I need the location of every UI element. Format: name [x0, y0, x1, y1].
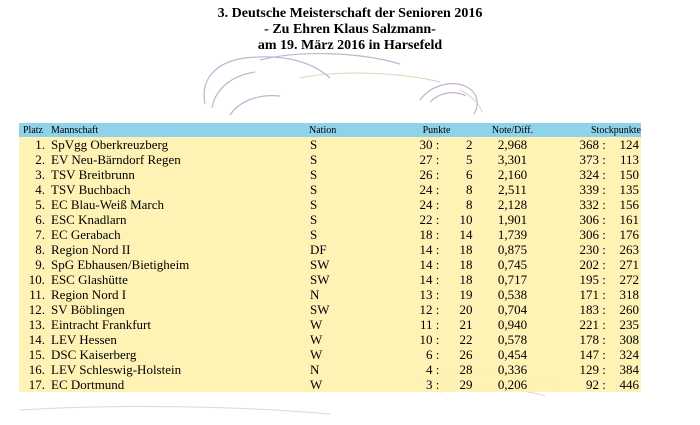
cell-note: 3,301: [497, 152, 528, 167]
separator: :: [435, 212, 440, 227]
cell-nation: S: [310, 212, 318, 227]
cell-mannschaft: SpG Ebhausen/Bietigheim: [51, 257, 190, 272]
punkte-minus: 28: [459, 362, 473, 377]
cell-punkte: [394, 212, 479, 227]
cell-platz: 3.: [35, 167, 45, 182]
cell-punkte: [394, 332, 479, 347]
stockpunkte-minus: 124: [619, 137, 639, 152]
cell-punkte: [394, 287, 479, 302]
separator: :: [602, 272, 606, 287]
cell-punkte: [394, 242, 479, 257]
separator: :: [602, 347, 606, 362]
separator: :: [602, 182, 606, 197]
cell-mannschaft: ESC Knadlarn: [51, 212, 127, 227]
cell-nation: S: [310, 197, 318, 212]
cell-stockpunkte: [546, 302, 641, 317]
cell-note: 2,160: [497, 167, 528, 182]
stockpunkte-minus: 324: [619, 347, 639, 362]
table-row: [19, 287, 641, 302]
cell-platz: 8.: [35, 242, 45, 257]
table-row: [19, 332, 641, 347]
stockpunkte-minus: 235: [619, 317, 639, 332]
cell-stockpunkte: [546, 332, 641, 347]
title-line-3: am 19. März 2016 in Harsefeld: [257, 38, 443, 53]
cell-note: 0,940: [497, 317, 528, 332]
cell-nation: SW: [310, 257, 330, 272]
cell-stockpunkte: [546, 242, 641, 257]
cell-nation: W: [310, 347, 323, 362]
cell-note: 0,538: [497, 287, 528, 302]
cell-mannschaft: TSV Breitbrunn: [51, 167, 135, 182]
table-row: [19, 347, 641, 362]
cell-platz: 17.: [28, 377, 45, 392]
cell-stockpunkte: [546, 257, 641, 272]
col-header-note: Note/Diff.: [479, 123, 546, 137]
cell-note: 0,454: [497, 347, 528, 362]
cell-stockpunkte: [546, 272, 641, 287]
cell-stockpunkte: [546, 227, 641, 242]
stockpunkte-plus: 306: [579, 227, 599, 242]
cell-stockpunkte: [546, 317, 641, 332]
table-header-row: [19, 123, 641, 137]
stockpunkte-minus: 308: [619, 332, 639, 347]
cell-nation: S: [310, 227, 318, 242]
separator: :: [602, 227, 606, 242]
punkte-minus: 26: [459, 347, 473, 362]
stockpunkte-plus: 221: [579, 317, 599, 332]
cell-mannschaft: SpVgg Oberkreuzberg: [51, 137, 169, 152]
cell-nation: N: [310, 287, 320, 302]
table-row: [19, 212, 641, 227]
separator: :: [602, 332, 606, 347]
col-header-punkte: Punkte: [394, 123, 479, 137]
stockpunkte-minus: 446: [619, 377, 639, 392]
punkte-minus: 5: [466, 152, 473, 167]
punkte-minus: 10: [459, 212, 473, 227]
table-row: [19, 227, 641, 242]
punkte-plus: 13: [419, 287, 433, 302]
stockpunkte-minus: 384: [619, 362, 639, 377]
punkte-plus: 11: [419, 317, 433, 332]
cell-platz: 1.: [35, 137, 45, 152]
cell-stockpunkte: [546, 287, 641, 302]
cell-mannschaft: Region Nord II: [51, 242, 131, 257]
separator: :: [602, 362, 606, 377]
punkte-minus: 6: [466, 167, 473, 182]
punkte-minus: 18: [459, 242, 473, 257]
stockpunkte-plus: 92: [586, 377, 599, 392]
cell-nation: S: [310, 152, 318, 167]
cell-nation: S: [310, 137, 318, 152]
cell-nation: S: [310, 182, 318, 197]
cell-stockpunkte: [546, 167, 641, 182]
stockpunkte-minus: 272: [619, 272, 639, 287]
cell-punkte: [394, 182, 479, 197]
col-header-platz: Platz: [19, 123, 51, 137]
separator: :: [435, 182, 440, 197]
punkte-plus: 12: [419, 302, 433, 317]
stockpunkte-plus: 178: [579, 332, 599, 347]
stockpunkte-minus: 318: [619, 287, 639, 302]
stockpunkte-minus: 161: [619, 212, 639, 227]
separator: :: [435, 377, 440, 392]
cell-platz: 2.: [35, 152, 45, 167]
separator: :: [435, 317, 440, 332]
cell-platz: 12.: [28, 302, 45, 317]
separator: :: [602, 242, 606, 257]
punkte-minus: 8: [466, 182, 473, 197]
cell-mannschaft: Eintracht Frankfurt: [51, 317, 151, 332]
stockpunkte-minus: 260: [619, 302, 639, 317]
separator: :: [435, 272, 440, 287]
cell-platz: 10.: [28, 272, 45, 287]
cell-note: 0,578: [497, 332, 528, 347]
cell-platz: 7.: [35, 227, 45, 242]
stockpunkte-plus: 129: [579, 362, 599, 377]
cell-mannschaft: ESC Glashütte: [51, 272, 128, 287]
punkte-plus: 24: [419, 182, 433, 197]
cell-punkte: [394, 317, 479, 332]
cell-punkte: [394, 227, 479, 242]
separator: :: [602, 197, 606, 212]
cell-mannschaft: LEV Hessen: [51, 332, 117, 347]
cell-nation: DF: [310, 242, 327, 257]
cell-punkte: [394, 362, 479, 377]
cell-punkte: [394, 137, 479, 152]
cell-punkte: [394, 152, 479, 167]
cell-mannschaft: EC Blau-Weiß March: [51, 197, 165, 212]
separator: :: [602, 137, 606, 152]
punkte-plus: 30: [419, 137, 433, 152]
stockpunkte-plus: 147: [579, 347, 599, 362]
stockpunkte-plus: 230: [579, 242, 599, 257]
punkte-plus: 6: [426, 347, 433, 362]
table-row: [19, 362, 641, 377]
cell-platz: 13.: [28, 317, 45, 332]
separator: :: [435, 287, 440, 302]
punkte-plus: 10: [419, 332, 433, 347]
cell-mannschaft: EV Neu-Bärndorf Regen: [51, 152, 181, 167]
cell-nation: SW: [310, 272, 330, 287]
cell-stockpunkte: [546, 377, 641, 392]
cell-platz: 11.: [29, 287, 45, 302]
standings-table: [19, 123, 641, 392]
cell-platz: 4.: [35, 182, 45, 197]
stockpunkte-minus: 271: [619, 257, 639, 272]
stockpunkte-minus: 113: [619, 152, 639, 167]
separator: :: [602, 317, 606, 332]
cell-nation: SW: [310, 302, 330, 317]
cell-stockpunkte: [546, 182, 641, 197]
separator: :: [435, 347, 440, 362]
separator: :: [435, 362, 440, 377]
separator: :: [435, 332, 440, 347]
stockpunkte-minus: 135: [619, 182, 639, 197]
separator: :: [435, 242, 440, 257]
separator: :: [602, 167, 606, 182]
stockpunkte-minus: 263: [619, 242, 639, 257]
cell-note: 0,717: [497, 272, 528, 287]
punkte-minus: 19: [459, 287, 473, 302]
separator: :: [435, 227, 440, 242]
cell-stockpunkte: [546, 347, 641, 362]
separator: :: [435, 197, 440, 212]
table-row: [19, 197, 641, 212]
cell-punkte: [394, 377, 479, 392]
punkte-plus: 14: [419, 272, 433, 287]
cell-nation: N: [310, 362, 320, 377]
separator: :: [435, 257, 440, 272]
stockpunkte-plus: 202: [579, 257, 599, 272]
separator: :: [602, 152, 606, 167]
cell-nation: W: [310, 332, 323, 347]
cell-note: 2,128: [497, 197, 528, 212]
separator: :: [602, 302, 606, 317]
cell-note: 0,704: [497, 302, 528, 317]
cell-platz: 9.: [35, 257, 45, 272]
stockpunkte-plus: 195: [579, 272, 599, 287]
punkte-plus: 14: [419, 257, 433, 272]
cell-mannschaft: DSC Kaiserberg: [51, 347, 137, 362]
punkte-minus: 21: [459, 317, 473, 332]
cell-stockpunkte: [546, 362, 641, 377]
cell-note: 1,901: [497, 212, 528, 227]
table-row: [19, 272, 641, 287]
table-row: [19, 242, 641, 257]
stockpunkte-minus: 150: [619, 167, 639, 182]
title-line-1: 3. Deutsche Meisterschaft der Senioren 2016: [217, 6, 483, 21]
table-row: [19, 182, 641, 197]
stockpunkte-plus: 306: [579, 212, 599, 227]
punkte-minus: 2: [466, 137, 473, 152]
cell-punkte: [394, 197, 479, 212]
cell-mannschaft: LEV Schleswig-Holstein: [51, 362, 182, 377]
col-header-mannschaft: Mannschaft: [51, 123, 309, 137]
cell-note: 0,745: [497, 257, 528, 272]
separator: :: [602, 377, 606, 392]
separator: :: [602, 287, 606, 302]
stockpunkte-plus: 183: [579, 302, 599, 317]
separator: :: [435, 302, 440, 317]
table-row: [19, 152, 641, 167]
stockpunkte-plus: 339: [579, 182, 599, 197]
cell-punkte: [394, 167, 479, 182]
cell-note: 2,511: [498, 182, 527, 197]
stockpunkte-plus: 368: [579, 137, 599, 152]
separator: :: [435, 137, 440, 152]
stockpunkte-minus: 156: [619, 197, 639, 212]
page-header: [0, 6, 700, 54]
cell-punkte: [394, 347, 479, 362]
punkte-plus: 18: [419, 227, 433, 242]
punkte-plus: 27: [419, 152, 433, 167]
cell-mannschaft: TSV Buchbach: [51, 182, 131, 197]
cell-stockpunkte: [546, 197, 641, 212]
punkte-minus: 14: [459, 227, 473, 242]
table-row: [19, 167, 641, 182]
separator: :: [435, 167, 440, 182]
separator: :: [602, 212, 606, 227]
cell-platz: 5.: [35, 197, 45, 212]
cell-stockpunkte: [546, 152, 641, 167]
punkte-plus: 26: [419, 167, 433, 182]
cell-punkte: [394, 257, 479, 272]
separator: :: [435, 152, 440, 167]
cell-stockpunkte: [546, 137, 641, 152]
table-row: [19, 302, 641, 317]
title-line-2: - Zu Ehren Klaus Salzmann-: [264, 22, 436, 37]
cell-note: 0,336: [497, 362, 528, 377]
cell-nation: S: [310, 167, 318, 182]
cell-nation: W: [310, 317, 323, 332]
punkte-plus: 24: [419, 197, 433, 212]
punkte-plus: 4: [426, 362, 433, 377]
cell-note: 1,739: [497, 227, 528, 242]
cell-platz: 16.: [28, 362, 45, 377]
stockpunkte-plus: 324: [579, 167, 599, 182]
cell-note: 2,968: [497, 137, 528, 152]
punkte-plus: 22: [419, 212, 433, 227]
cell-platz: 15.: [28, 347, 45, 362]
punkte-plus: 14: [419, 242, 433, 257]
cell-note: 0,206: [497, 377, 528, 392]
cell-punkte: [394, 272, 479, 287]
stockpunkte-plus: 171: [579, 287, 599, 302]
table-row: [19, 377, 641, 392]
punkte-minus: 18: [459, 272, 473, 287]
cell-nation: W: [310, 377, 323, 392]
cell-platz: 14.: [28, 332, 45, 347]
cell-platz: 6.: [35, 212, 45, 227]
cell-punkte: [394, 302, 479, 317]
punkte-minus: 20: [459, 302, 473, 317]
punkte-plus: 3: [426, 377, 433, 392]
separator: :: [602, 257, 606, 272]
col-header-nation: Nation: [309, 123, 394, 137]
stockpunkte-plus: 373: [579, 152, 599, 167]
punkte-minus: 18: [459, 257, 473, 272]
punkte-minus: 29: [459, 377, 473, 392]
col-header-stockpunkte: Stockpunkte: [546, 123, 641, 137]
cell-mannschaft: Region Nord I: [51, 287, 127, 302]
stockpunkte-minus: 176: [619, 227, 639, 242]
cell-stockpunkte: [546, 212, 641, 227]
punkte-minus: 8: [466, 197, 473, 212]
table-row: [19, 137, 641, 152]
cell-mannschaft: EC Gerabach: [51, 227, 121, 242]
punkte-minus: 22: [459, 332, 473, 347]
table-row: [19, 257, 641, 272]
cell-mannschaft: SV Böblingen: [51, 302, 125, 317]
table-row: [19, 317, 641, 332]
cell-mannschaft: EC Dortmund: [51, 377, 125, 392]
cell-note: 0,875: [497, 242, 528, 257]
stockpunkte-plus: 332: [579, 197, 599, 212]
